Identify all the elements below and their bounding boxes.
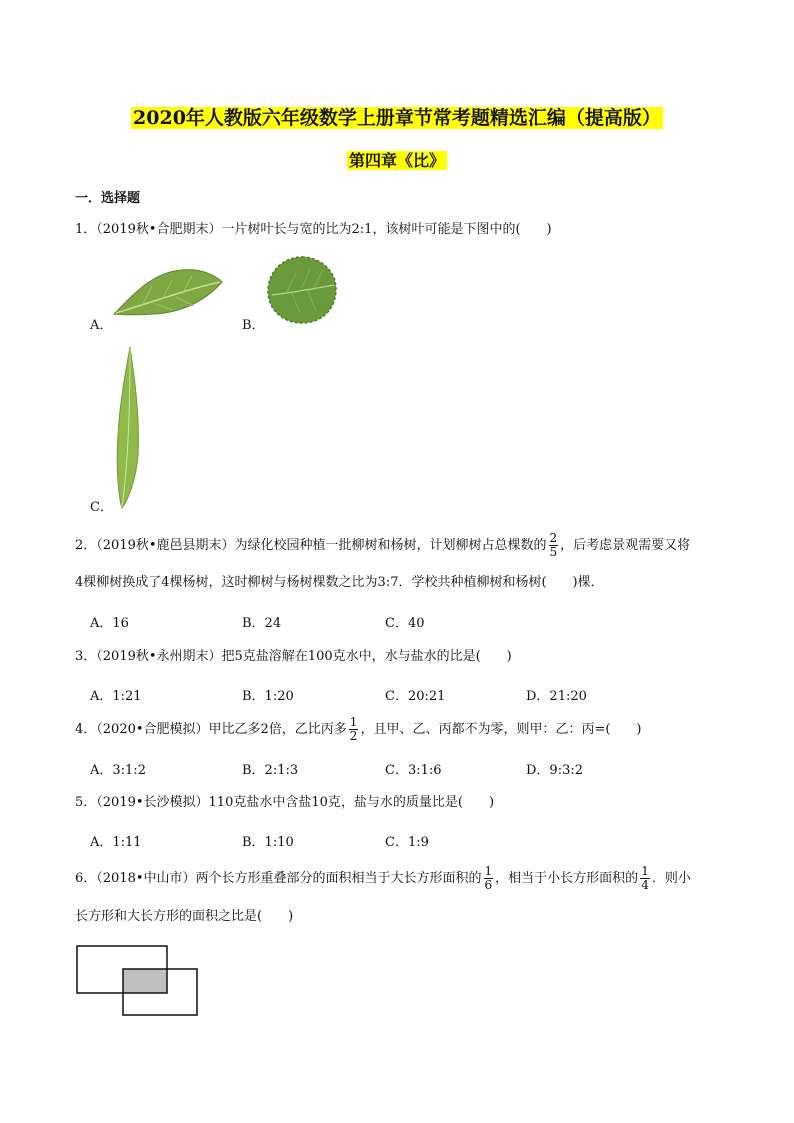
question-1: 1．（2019秋•合肥期末）一片树叶长与宽的比为2:1，该树叶可能是下图中的( ) (75, 222, 552, 237)
q4-option-b: B．2:1:3 (242, 763, 299, 778)
overlapping-rectangles-figure (75, 944, 200, 1019)
q2-text-part2: ，后考虑景观需要又将 (560, 538, 691, 553)
q2-fraction: $\frac{2}{5}$ (549, 531, 558, 559)
q6-text-part2: ，相当于小长方形面积的 (495, 871, 639, 886)
overlap-region (123, 969, 167, 993)
q3-option-c: C．20:21 (385, 689, 446, 704)
q4-option-d: D．9:3:2 (526, 763, 583, 778)
q6-fraction-2: $\frac{1}{4}$ (641, 864, 649, 892)
q5-option-a: A．1:11 (90, 835, 142, 850)
question-2-line2: 4棵柳树换成了4棵杨树，这时柳树与杨树棵数之比为3:7．学校共种植柳树和杨树( )棵． (75, 575, 604, 590)
leaf-b-image (266, 255, 338, 325)
q2-option-b: B．24 (242, 616, 282, 631)
q1-option-c: C． (90, 500, 113, 515)
q2-text-part1: 2．（2019秋•鹿邑县期末）为绿化校园种植一批柳树和杨树，计划柳树占总棵数的 (75, 538, 547, 553)
q1-option-a: A． (90, 318, 113, 333)
q3-option-b: B．1:20 (242, 689, 294, 704)
section-heading: 一．选择题 (75, 191, 141, 206)
q6-text-part1: 6．（2018•中山市）两个长方形重叠部分的面积相当于大长方形面积的 (75, 871, 482, 886)
q3-option-d: D．21:20 (526, 689, 587, 704)
q6-fraction-1: $\frac{1}{6}$ (484, 864, 493, 892)
question-5: 5．（2019•长沙模拟）110克盐水中含盐10克，盐与水的质量比是( ) (75, 795, 495, 810)
q4-fraction: $\frac{1}{2}$ (349, 715, 358, 743)
question-3: 3．（2019秋•永州期末）把5克盐溶解在100克水中，水与盐水的比是( ) (75, 649, 512, 664)
q4-text-part1: 4．（2020•合肥模拟）甲比乙多2倍，乙比丙多 (75, 722, 347, 737)
q5-option-c: C．1:9 (385, 835, 429, 850)
question-6 (75, 865, 691, 892)
q2-option-a: A．16 (90, 616, 129, 631)
question-4 (75, 716, 641, 743)
q4-text-part2: ，且甲、乙、丙都不为零，则甲：乙：丙=( ) (360, 722, 642, 737)
q5-option-b: B．1:10 (242, 835, 294, 850)
chapter-subtitle: 第四章《比》 (348, 151, 445, 170)
q4-option-a: A．3:1:2 (90, 763, 146, 778)
q3-option-a: A．1:21 (90, 689, 142, 704)
leaf-a-image (112, 266, 224, 318)
page-title: 2020年人教版六年级数学上册章节常考题精选汇编（提高版） (133, 107, 661, 129)
q2-option-c: C．40 (385, 616, 425, 631)
question-2 (75, 532, 690, 559)
q6-text-part3: ．则小 (651, 871, 691, 886)
q1-option-b: B． (242, 318, 265, 333)
question-6-line2: 长方形和大长方形的面积之比是( ) (75, 909, 294, 924)
leaf-c-image (114, 345, 142, 510)
q4-option-c: C．3:1:6 (385, 763, 442, 778)
